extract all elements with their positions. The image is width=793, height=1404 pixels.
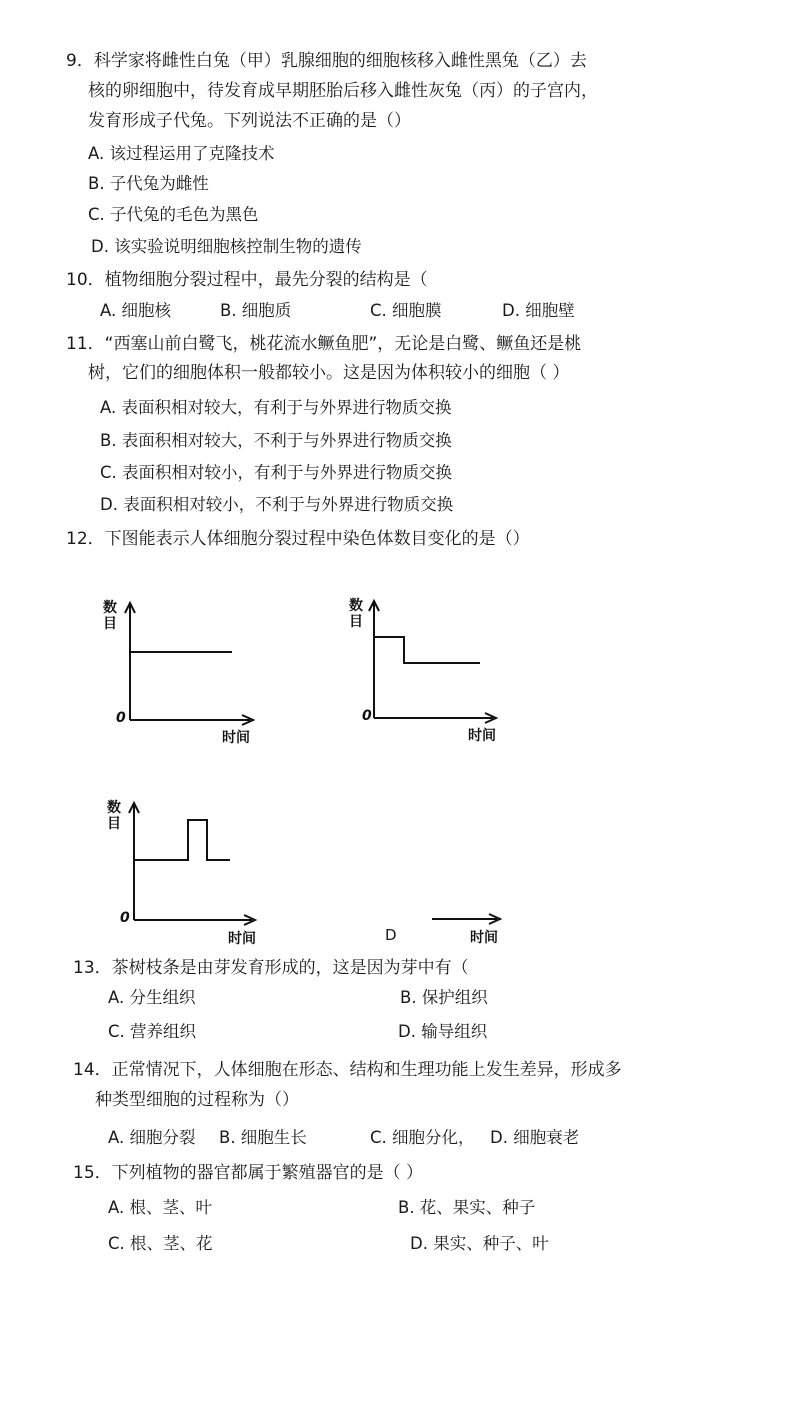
q9-stem-line3: 发育形成子代兔。下列说法不正确的是（） xyxy=(88,111,411,131)
graph-c-origin: 0 xyxy=(120,910,130,926)
graph-b-origin: 0 xyxy=(362,708,372,724)
q11-option-d: D. 表面积相对较小，不利于与外界进行物质交换 xyxy=(100,495,454,514)
q10-option-c: C. 细胞膜 xyxy=(370,301,442,320)
q13-option-b: B. 保护组织 xyxy=(400,988,488,1007)
q9-option-b: B. 子代兔为雌性 xyxy=(88,174,209,193)
graph-d-label: D xyxy=(385,926,397,944)
graph-b-y-label-1: 数 xyxy=(349,598,363,614)
q11-stem-line2: 树，它们的细胞体积一般都较小。这是因为体积较小的细胞（ ） xyxy=(88,363,570,383)
graph-c-y-label-2: 目 xyxy=(107,816,121,832)
graph-a-x-label: 时间 xyxy=(222,730,250,746)
q14-stem-line2: 种类型细胞的过程称为（） xyxy=(95,1090,299,1110)
q15-option-a: A. 根、茎、叶 xyxy=(108,1198,212,1217)
q9-option-c: C. 子代兔的毛色为黑色 xyxy=(88,205,259,224)
q11-option-c: C. 表面积相对较小，有利于与外界进行物质交换 xyxy=(100,463,453,482)
q15-option-b: B. 花、果实、种子 xyxy=(398,1198,536,1217)
q13-stem: 13．茶树枝条是由芽发育形成的，这是因为芽中有（ xyxy=(73,958,469,978)
graph-b-x-label: 时间 xyxy=(468,728,496,744)
graph-c-y-label-1: 数 xyxy=(107,800,121,816)
q13-option-c: C. 营养组织 xyxy=(108,1022,197,1041)
q10-option-b: B. 细胞质 xyxy=(220,301,292,320)
q14-option-d: D. 细胞衰老 xyxy=(490,1128,580,1147)
q12-stem: 12．下图能表示人体细胞分裂过程中染色体数目变化的是（） xyxy=(66,529,530,549)
q14-stem-line1: 14．正常情况下，人体细胞在形态、结构和生理功能上发生差异，形成多 xyxy=(73,1060,622,1080)
q13-option-a: A. 分生组织 xyxy=(108,988,196,1007)
q11-stem-line1: 11．“西塞山前白鹭飞，桃花流水鳜鱼肥”，无论是白鹭、鳜鱼还是桃 xyxy=(66,334,582,354)
q11-option-b: B. 表面积相对较大，不利于与外界进行物质交换 xyxy=(100,431,452,450)
q9-option-a: A. 该过程运用了克隆技术 xyxy=(88,144,275,163)
q13-option-d: D. 输导组织 xyxy=(398,1022,488,1041)
q10-stem: 10．植物细胞分裂过程中，最先分裂的结构是（ xyxy=(66,270,428,290)
q10-option-d: D. 细胞壁 xyxy=(502,301,575,320)
q15-option-c: C. 根、茎、花 xyxy=(108,1234,213,1253)
q9-stem-line1: 9．科学家将雌性白兔（甲）乳腺细胞的细胞核移入雌性黑兔（乙）去 xyxy=(66,51,587,71)
q14-option-b: B. 细胞生长 xyxy=(219,1128,307,1147)
q14-option-a: A. 细胞分裂 xyxy=(108,1128,196,1147)
q14-option-c: C. 细胞分化， xyxy=(370,1128,475,1147)
q15-stem: 15．下列植物的器官都属于繁殖器官的是（ ） xyxy=(73,1163,424,1183)
q11-option-a: A. 表面积相对较大，有利于与外界进行物质交换 xyxy=(100,398,452,417)
graph-c-x-label: 时间 xyxy=(228,931,256,947)
q15-option-d: D. 果实、种子、叶 xyxy=(410,1234,549,1253)
graph-d-x-label: 时间 xyxy=(470,930,498,946)
graph-a-y-label-1: 数 xyxy=(103,600,117,616)
q9-stem-line2: 核的卵细胞中，待发育成早期胚胎后移入雌性灰兔（丙）的子宫内， xyxy=(88,81,598,101)
graph-a-y-label-2: 目 xyxy=(103,616,117,632)
q9-option-d: D. 该实验说明细胞核控制生物的遗传 xyxy=(91,237,362,256)
graph-a-origin: 0 xyxy=(116,710,126,726)
graph-b-y-label-2: 目 xyxy=(349,614,363,630)
q10-option-a: A. 细胞核 xyxy=(100,301,171,320)
